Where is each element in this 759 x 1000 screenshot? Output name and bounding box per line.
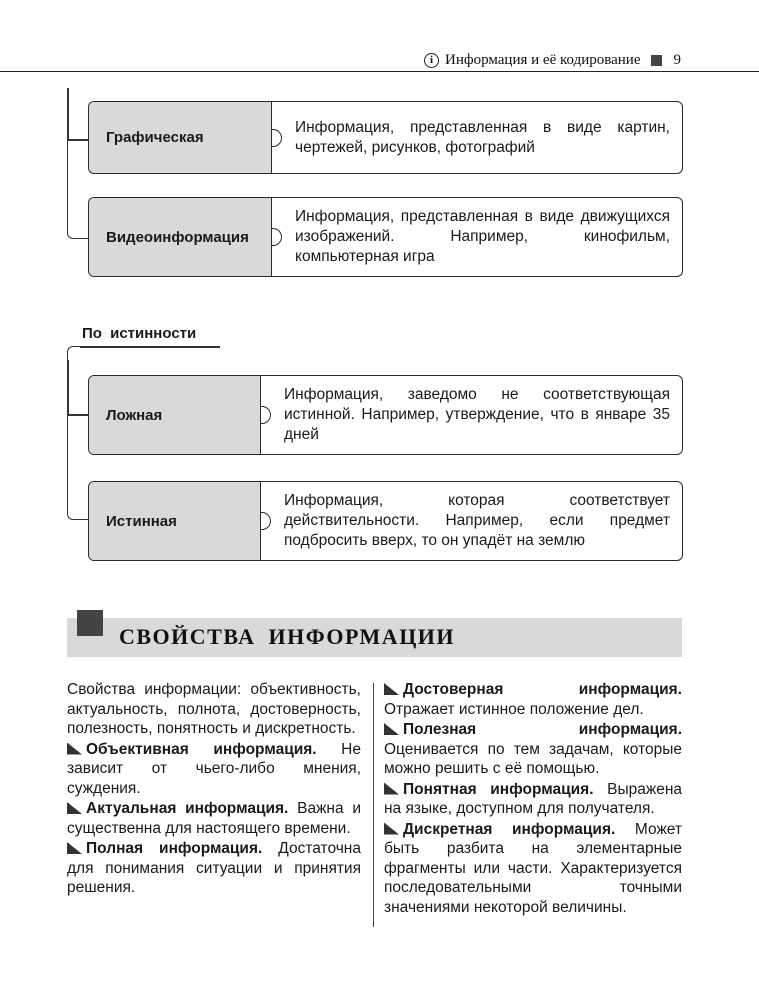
- category-label: Истинная: [89, 482, 261, 560]
- group-title-underline: [80, 346, 220, 348]
- category-box-true: [88, 481, 683, 561]
- triangle-bullet-icon: [384, 783, 399, 795]
- triangle-bullet-icon: [384, 683, 399, 695]
- property-item: Объективная информация. Не зависит от чьего-либо мнения, суждения.: [67, 740, 361, 797]
- puzzle-tab: [261, 406, 271, 424]
- tree-line: [67, 346, 81, 366]
- tree-line: [67, 360, 69, 415]
- property-item: Дискретная информация. Может быть разбита на элементарные фрагменты или части. Характеризуется последовательными точными значениями некоторой величины.: [384, 820, 683, 916]
- category-description: Информация, которая соответствует действительности. Например, если предмет подбросить вверх, то он упадёт на землю: [284, 492, 670, 549]
- page-number: 9: [673, 51, 681, 68]
- category-box-false: [88, 375, 683, 455]
- running-header-title: Информация и её кодирование: [445, 51, 641, 68]
- running-header-content: [424, 50, 681, 70]
- triangle-bullet-icon: [384, 723, 399, 735]
- category-description: Информация, представленная в виде картин, чертежей, рисунков, фотографий: [295, 118, 670, 156]
- property-item: Актуальная информация. Важна и существенна для настоящего времени.: [67, 800, 361, 837]
- section-banner: [67, 618, 682, 657]
- category-description: Информация, заведомо не соответствующая истинной. Например, утверждение, что в январе 35 дней: [284, 386, 670, 443]
- column-divider: [373, 683, 374, 927]
- triangle-bullet-icon: [384, 823, 399, 835]
- group-title: По истинности: [82, 325, 197, 342]
- info-circle-icon: i: [424, 53, 439, 68]
- section-square-icon: [77, 610, 103, 636]
- property-item: Достоверная информация. Отражает истинное положение дел.: [384, 681, 682, 718]
- triangle-bullet-icon: [67, 842, 82, 854]
- triangle-bullet-icon: [67, 802, 82, 814]
- tree-line: [67, 139, 88, 239]
- left-column: [67, 680, 361, 898]
- category-label: Видеоинформация: [89, 198, 272, 276]
- property-item: Понятная информация. Выражена на языке, доступном для получателя.: [384, 780, 682, 817]
- triangle-bullet-icon: [67, 743, 82, 755]
- category-box-video: [88, 197, 683, 277]
- intro-paragraph: Свойства информации: объективность, актуальность, полнота, достоверность, полезность, понятность и дискретность.: [67, 681, 361, 737]
- puzzle-tab: [261, 512, 271, 530]
- category-description: Информация, представленная в виде движущихся изображений. Например, кинофильм, компьютерная игра: [295, 208, 670, 265]
- category-label: Ложная: [89, 376, 261, 454]
- category-label: Графическая: [89, 102, 272, 173]
- right-column: [384, 680, 682, 917]
- puzzle-tab: [272, 129, 282, 147]
- property-item: Полная информация. Достаточна для понимания ситуации и принятия решения.: [67, 840, 361, 896]
- tree-line: [67, 414, 88, 520]
- section-title: СВОЙСТВА ИНФОРМАЦИИ: [119, 624, 456, 649]
- puzzle-tab: [272, 228, 282, 246]
- category-box-graphic: [88, 101, 683, 174]
- property-item: Полезная информация. Оценивается по тем задачам, которые можно решить с её помощью.: [384, 721, 682, 777]
- header-square-icon: [651, 55, 662, 66]
- running-header: [0, 48, 759, 72]
- tree-line: [67, 88, 69, 140]
